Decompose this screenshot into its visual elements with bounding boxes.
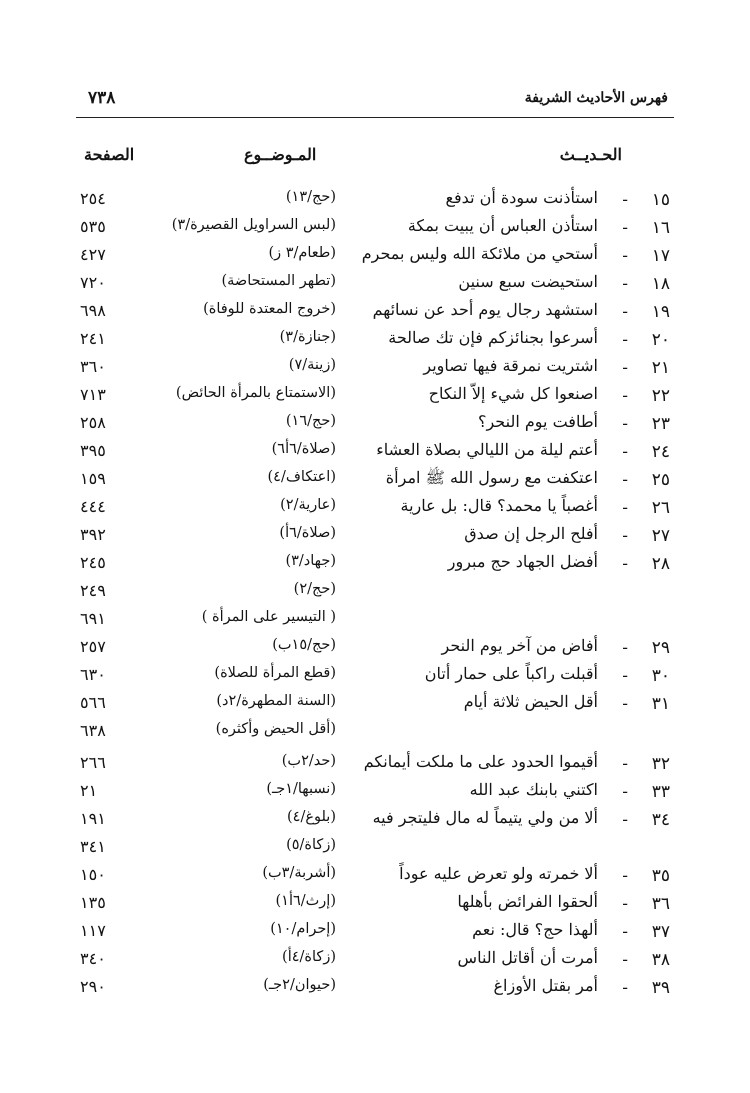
hadith-text: أعتم ليلة من الليالي بصلاة العشاء <box>376 440 598 459</box>
dash-separator: - <box>622 218 628 238</box>
dash-separator: - <box>622 666 628 686</box>
page-reference: ٢٩٠ <box>80 977 106 996</box>
hadith-number: ٣٨ <box>651 950 670 970</box>
index-row <box>76 550 674 580</box>
hadith-text: أقبلت راكباً على حمار أتان <box>424 664 598 683</box>
index-row <box>76 382 674 412</box>
topic-reference: (إحرام/١٠) <box>270 921 336 937</box>
hadith-number: ٢٣ <box>651 414 670 434</box>
hadith-text: استأذنت سودة أن تدفع <box>445 188 598 207</box>
page-reference: ٣٤٠ <box>80 949 106 968</box>
topic-reference: (حج/١٥ب) <box>272 637 336 653</box>
index-row <box>76 750 674 780</box>
topic-reference: (أقل الحيض وأكثره) <box>215 721 336 737</box>
page-reference: ٥٦٦ <box>80 693 106 712</box>
topic-reference: (عارية/٢) <box>280 497 336 513</box>
dash-separator: - <box>622 190 628 210</box>
hadith-text: أفلح الرجل إن صدق <box>464 524 598 543</box>
index-row <box>76 778 674 808</box>
index-row <box>76 918 674 948</box>
index-row <box>76 214 674 244</box>
topic-reference: (أشربة/٣ب) <box>262 865 336 881</box>
dash-separator: - <box>622 330 628 350</box>
topic-reference: (قطع المرأة للصلاة) <box>214 665 336 681</box>
hadith-text: اعتكفت مع رسول الله ﷺ امرأة <box>385 468 598 487</box>
topic-reference: (السنة المطهرة/٢د) <box>216 693 336 709</box>
hadith-number: ٢٩ <box>651 638 670 658</box>
hadith-number: ٣٤ <box>651 810 670 830</box>
index-row <box>76 326 674 356</box>
hadith-number: ١٧ <box>651 246 670 266</box>
page-reference: ٧١٣ <box>80 385 106 404</box>
index-row <box>76 186 674 216</box>
hadith-text: استشهد رجال يوم أحد عن نسائهم <box>372 300 598 319</box>
topic-reference: (طعام/٣ ز) <box>268 245 336 261</box>
topic-reference: (خروج المعتدة للوفاة) <box>203 301 336 317</box>
index-row <box>76 270 674 300</box>
hadith-text: اكتني بابنك عبد الله <box>469 780 598 799</box>
topic-reference: (صلاة/٦أ) <box>279 525 336 541</box>
index-row <box>76 466 674 496</box>
page-reference: ٤٤٤ <box>80 497 106 516</box>
hadith-text: ألا من ولي يتيماً له مال فليتجر فيه <box>372 808 598 827</box>
dash-separator: - <box>622 754 628 774</box>
hadith-number: ٣٧ <box>651 922 670 942</box>
topic-reference: (حيوان/٢جـ) <box>263 977 336 993</box>
page-reference: ٢١ <box>80 781 98 800</box>
page-reference: ١٣٥ <box>80 893 106 912</box>
hadith-text: أسرعوا بجنائزكم فإن تك صالحة <box>388 328 598 347</box>
dash-separator: - <box>622 470 628 490</box>
index-row <box>76 494 674 524</box>
index-row <box>76 578 674 608</box>
topic-reference: (زكاة/٥) <box>286 837 336 853</box>
dash-separator: - <box>622 978 628 998</box>
page-reference: ٢٤١ <box>80 329 106 348</box>
page-reference: ١١٧ <box>80 921 106 940</box>
topic-reference: (حد/٢ب) <box>281 753 336 769</box>
index-row <box>76 606 674 636</box>
page-reference: ١٥٩ <box>80 469 106 488</box>
hadith-number: ٣١ <box>651 694 670 714</box>
index-row <box>76 946 674 976</box>
page-header <box>76 88 674 116</box>
index-row <box>76 522 674 552</box>
topic-reference: ( التيسير على المرأة ) <box>201 609 336 625</box>
hadith-number: ٣٠ <box>651 666 670 686</box>
topic-reference: (تطهر المستحاضة) <box>221 273 336 289</box>
dash-separator: - <box>622 554 628 574</box>
dash-separator: - <box>622 246 628 266</box>
hadith-text: أقل الحيض ثلاثة أيام <box>463 692 598 711</box>
index-row <box>76 834 674 864</box>
topic-reference: (الاستمتاع بالمرأة الحائض) <box>175 385 336 401</box>
dash-separator: - <box>622 414 628 434</box>
topic-reference: (جنازة/٣) <box>279 329 336 345</box>
topic-reference: (حج/٢) <box>293 581 336 597</box>
page-reference: ٢٤٥ <box>80 553 106 572</box>
index-row <box>76 662 674 692</box>
dash-separator: - <box>622 274 628 294</box>
topic-reference: (لبس السراويل القصيرة/٣) <box>171 217 336 233</box>
hadith-text: ألهذا حج؟ قال: نعم <box>472 920 598 939</box>
index-row <box>76 242 674 272</box>
hadith-text: أستحي من ملائكة الله وليس بمحرم <box>361 244 598 263</box>
column-heading-page: الصفحة <box>84 145 135 164</box>
topic-reference: (حج/١٦) <box>285 413 336 429</box>
topic-reference: (زكاة/٤أ) <box>282 949 336 965</box>
page-reference: ١٩١ <box>80 809 106 828</box>
dash-separator: - <box>622 302 628 322</box>
hadith-number: ٢٠ <box>651 330 670 350</box>
hadith-text: أمر بقتل الأوزاغ <box>493 976 598 995</box>
page-reference: ٢٦٦ <box>80 753 106 772</box>
dash-separator: - <box>622 526 628 546</box>
page-reference: ٣٤١ <box>80 837 106 856</box>
index-row <box>76 298 674 328</box>
hadith-number: ٢٥ <box>651 470 670 490</box>
hadith-text: أطافت يوم النحر؟ <box>477 412 598 431</box>
hadith-text: اشتريت نمرقة فيها تصاوير <box>423 356 598 375</box>
page-reference: ٦٣٨ <box>80 721 106 740</box>
column-heading-topic: المـوضــوع <box>244 145 317 164</box>
hadith-number: ٢٢ <box>651 386 670 406</box>
page-reference: ٢٥٧ <box>80 637 106 656</box>
hadith-text: أفاض من آخر يوم النحر <box>441 636 598 655</box>
index-row <box>76 354 674 384</box>
topic-reference: (اعتكاف/٤) <box>267 469 336 485</box>
page-reference: ٤٢٧ <box>80 245 106 264</box>
index-row <box>76 718 674 748</box>
hadith-text: أقيموا الحدود على ما ملكت أيمانكم <box>363 752 598 771</box>
index-row <box>76 634 674 664</box>
dash-separator: - <box>622 894 628 914</box>
hadith-text: أفضل الجهاد حج مبرور <box>447 552 598 571</box>
page-reference: ٦٩٨ <box>80 301 106 320</box>
hadith-number: ٢١ <box>651 358 670 378</box>
hadith-text: أمرت أن أقاتل الناس <box>457 948 598 967</box>
dash-separator: - <box>622 386 628 406</box>
hadith-number: ١٨ <box>651 274 670 294</box>
page-reference: ٢٤٩ <box>80 581 106 600</box>
hadith-number: ١٦ <box>651 218 670 238</box>
page-reference: ٣٦٠ <box>80 357 106 376</box>
topic-reference: (صلاة/٦أ٦) <box>271 441 336 457</box>
index-row <box>76 690 674 720</box>
dash-separator: - <box>622 950 628 970</box>
topic-reference: (بلوغ/٤) <box>287 809 336 825</box>
page-number: ٧٣٨ <box>88 88 116 108</box>
dash-separator: - <box>622 442 628 462</box>
index-row <box>76 862 674 892</box>
hadith-number: ٣٣ <box>651 782 670 802</box>
dash-separator: - <box>622 498 628 518</box>
hadith-number: ٣٢ <box>651 754 670 774</box>
hadith-number: ٣٩ <box>651 978 670 998</box>
topic-reference: (نسبها/١جـ) <box>266 781 336 797</box>
dash-separator: - <box>622 782 628 802</box>
topic-reference: (جهاد/٣) <box>285 553 336 569</box>
hadith-number: ٣٥ <box>651 866 670 886</box>
column-heading-hadith: الحـديــث <box>559 145 622 164</box>
page-reference: ٧٢٠ <box>80 273 106 292</box>
topic-reference: (إرث/٦أ١) <box>275 893 336 909</box>
page-reference: ٢٥٤ <box>80 189 106 208</box>
hadith-text: أغصباً يا محمد؟ قال: بل عارية <box>400 496 598 515</box>
topic-reference: (حج/١٣) <box>285 189 336 205</box>
hadith-number: ٢٧ <box>651 526 670 546</box>
hadith-number: ١٩ <box>651 302 670 322</box>
page-reference: ٦٩١ <box>80 609 106 628</box>
index-row <box>76 806 674 836</box>
page-reference: ١٥٠ <box>80 865 106 884</box>
page-reference: ٦٣٠ <box>80 665 106 684</box>
dash-separator: - <box>622 638 628 658</box>
header-rule <box>76 117 674 118</box>
hadith-number: ٢٦ <box>651 498 670 518</box>
index-row <box>76 410 674 440</box>
page-reference: ٥٣٥ <box>80 217 106 236</box>
dash-separator: - <box>622 922 628 942</box>
hadith-text: اصنعوا كل شيء إلاّ النكاح <box>428 384 598 403</box>
dash-separator: - <box>622 358 628 378</box>
dash-separator: - <box>622 810 628 830</box>
topic-reference: (زينة/٧) <box>288 357 336 373</box>
page-reference: ٣٩٢ <box>80 525 106 544</box>
index-row <box>76 974 674 1004</box>
running-title: فهرس الأحاديث الشريفة <box>524 90 668 106</box>
hadith-number: ٢٨ <box>651 554 670 574</box>
page-reference: ٣٩٥ <box>80 441 106 460</box>
hadith-text: ألحقوا الفرائض بأهلها <box>457 892 598 911</box>
index-row <box>76 890 674 920</box>
hadith-text: استحيضت سبع سنين <box>458 272 598 291</box>
hadith-number: ٣٦ <box>651 894 670 914</box>
dash-separator: - <box>622 866 628 886</box>
index-row <box>76 438 674 468</box>
hadith-number: ١٥ <box>651 190 670 210</box>
dash-separator: - <box>622 694 628 714</box>
hadith-text: ألا خمرته ولو تعرض عليه عوداً <box>399 864 598 883</box>
hadith-number: ٢٤ <box>651 442 670 462</box>
page-reference: ٢٥٨ <box>80 413 106 432</box>
hadith-text: استأذن العباس أن يبيت بمكة <box>407 216 598 235</box>
